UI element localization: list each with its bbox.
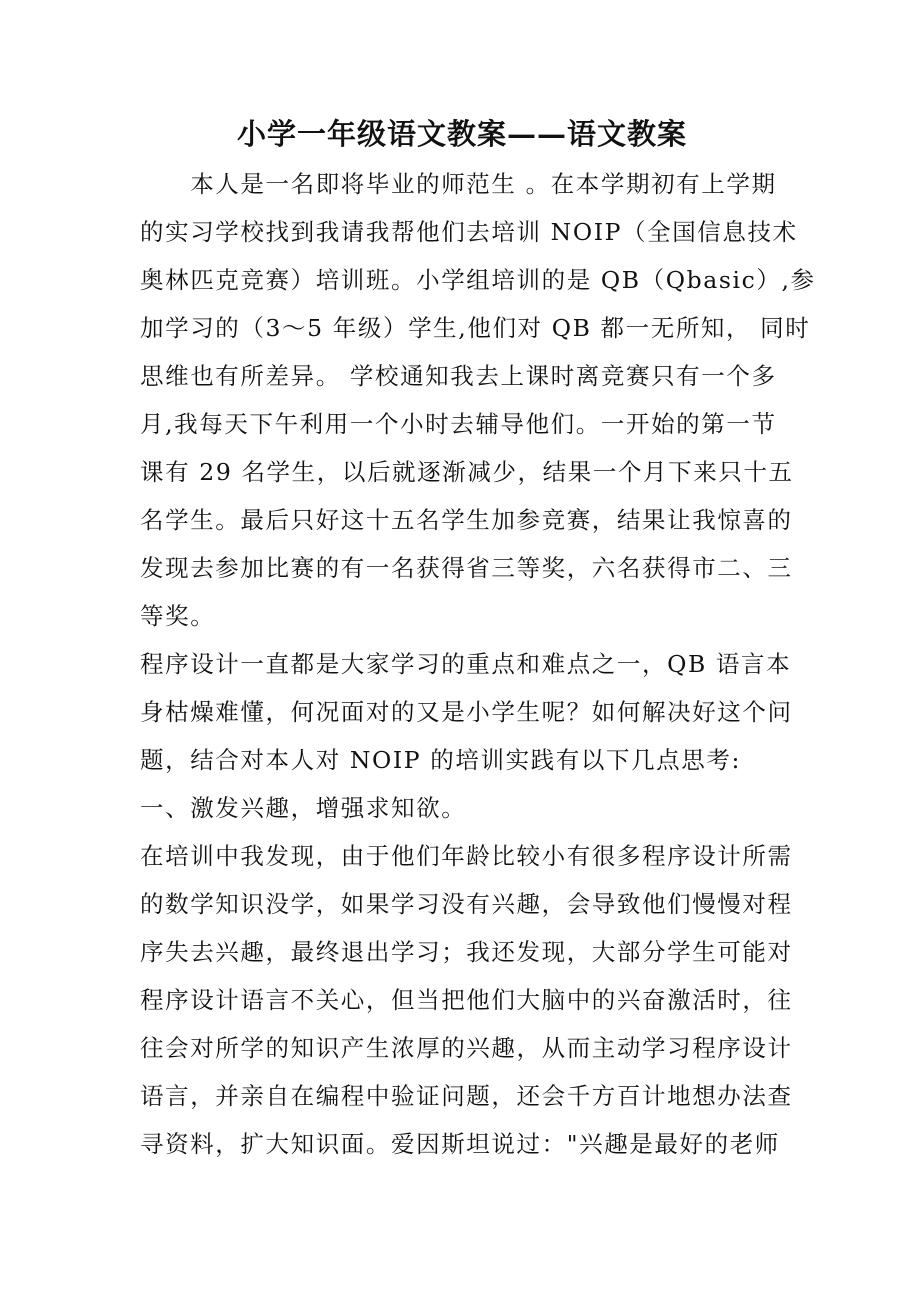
paragraph-line: 课有 29 名学生，以后就逐渐减少，结果一个月下来只十五 <box>140 458 794 486</box>
paragraph-line: 加学习的（3～5 年级）学生,他们对 QB 都一无所知， 同时 <box>140 314 811 342</box>
paragraph-line: 名学生。最后只好这十五名学生加参竞赛，结果让我惊喜的 <box>140 506 793 534</box>
paragraph-line: 程序设计一直都是大家学习的重点和难点之一，QB 语言本 <box>140 650 792 678</box>
paragraph-line: 身枯燥难懂，何况面对的又是小学生呢？如何解决好这个问 <box>140 698 793 726</box>
paragraph-line: 程序设计语言不关心，但当把他们大脑中的兴奋激活时，往 <box>140 986 793 1014</box>
paragraph-line: 月,我每天下午利用一个小时去辅导他们。一开始的第一节 <box>140 410 777 438</box>
paragraph-line: 题，结合对本人对 NOIP 的培训实践有以下几点思考: <box>140 746 741 774</box>
document-title: 小学一年级语文教案——语文教案 <box>236 117 687 151</box>
document-body <box>140 160 816 1168</box>
paragraph-line: 寻资料，扩大知识面。爱因斯坦说过："兴趣是最好的老师 <box>140 1130 780 1158</box>
paragraph-line: 发现去参加比赛的有一名获得省三等奖，六名获得市二、三 <box>140 554 793 582</box>
paragraph-line: 往会对所学的知识产生浓厚的兴趣，从而主动学习程序设计 <box>140 1034 793 1062</box>
section-heading: 一、激发兴趣，增强求知欲。 <box>140 794 467 822</box>
paragraph-line: 的数学知识没学，如果学习没有兴趣，会导致他们慢慢对程 <box>140 890 793 918</box>
paragraph-line: 思维也有所差异。 学校通知我去上课时离竞赛只有一个多 <box>140 362 777 390</box>
paragraph-line: 序失去兴趣，最终退出学习；我还发现，大部分学生可能对 <box>140 938 793 966</box>
paragraph-line: 奥林匹克竞赛）培训班。小学组培训的是 QB（Qbasic）,参 <box>140 266 816 294</box>
paragraph-line: 语言，并亲自在编程中验证问题，还会千方百计地想办法查 <box>140 1082 793 1110</box>
paragraph-line: 在培训中我发现，由于他们年龄比较小有很多程序设计所需 <box>140 842 793 870</box>
paragraph-line: 等奖。 <box>140 602 216 630</box>
paragraph-line: 本人是一名即将毕业的师范生 。在本学期初有上学期 <box>140 170 777 198</box>
document-page <box>140 112 816 1168</box>
paragraph-line: 的实习学校找到我请我帮他们去培训 NOIP（全国信息技术 <box>140 218 798 246</box>
